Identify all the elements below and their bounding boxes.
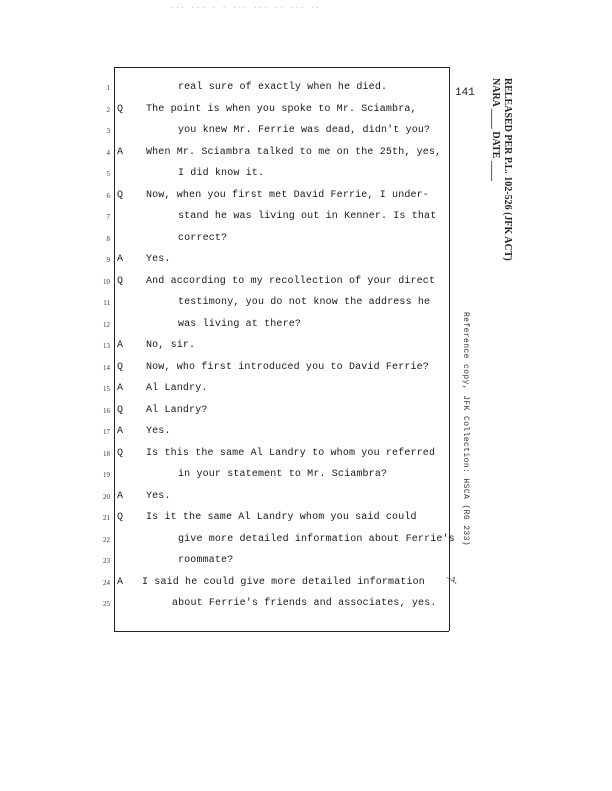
transcript-line-text: Yes. [146,490,171,502]
transcript-line-text: Now, who first introduced you to David Ferrie? [146,361,429,373]
speaker-label: A [117,340,124,351]
speaker-label: Q [117,512,124,523]
line-number: 1 [106,84,110,92]
nara-date-stamp: NARA ____ DATE ____ [490,78,501,181]
release-stamp: RELEASED PER P.L. 102-526 (JFK ACT) [502,78,513,261]
line-number: 18 [103,449,110,458]
line-number: 7 [106,213,110,221]
transcript-border-bottom [114,631,449,632]
page-number: 141 [455,87,475,99]
transcript-line-text: And according to my recollection of your direct [146,275,436,287]
speaker-label: Q [117,447,124,459]
line-number: 25 [103,600,110,608]
transcript-line-text: Yes. [146,426,171,437]
line-number: 14 [103,363,110,372]
line-number: 21 [103,514,110,522]
transcript-line-text: was living at there? [178,318,302,330]
transcript-line-text: about Ferrie's friends and associates, yes. [172,598,437,609]
transcript-line-text: Now, when you first met David Ferrie, I under- [146,189,429,201]
transcript-line-text: testimony, you do not know the address he [178,297,431,308]
transcript-line-text: I said he could give more detailed information [142,576,425,588]
speaker-label: A [117,576,124,588]
line-number: 5 [106,170,110,178]
transcript-line-text: The point is when you spoke to Mr. Sciambra, [146,103,417,115]
transcript-line-text: Is this the same Al Landry to whom you referred [146,447,436,459]
header-smudge: ... ... . . ... ... .. ... .. [170,3,321,11]
transcript-line-text: Yes. [146,254,171,265]
transcript-line-text: real sure of exactly when he died. [178,82,388,93]
line-number: 19 [103,471,110,479]
line-number: 2 [106,105,110,114]
transcript-line-text: Al Landry. [146,383,208,394]
handwritten-margin-mark: ~4, [445,572,459,586]
speaker-label: Q [117,404,124,416]
line-number: 9 [106,256,110,264]
line-number: 6 [106,191,110,200]
line-number: 16 [103,406,110,415]
line-number: 12 [103,320,110,329]
line-number: 22 [103,535,110,544]
transcript-line-text: Is it the same Al Landry whom you said could [146,512,417,523]
transcript-line-text: in your statement to Mr. Sciambra? [178,469,388,480]
transcript-line-text: correct? [178,232,228,244]
line-number: 4 [106,148,110,157]
speaker-label: Q [117,103,124,115]
speaker-label: Q [117,275,124,287]
speaker-label: A [117,254,124,265]
reference-copy-note: Reference copy, JFK Collection: HSCA (RG 233) [461,312,470,547]
transcript-border-right [449,67,450,631]
line-number: 17 [103,428,110,436]
line-number: 23 [103,557,110,565]
transcript-border-left [114,67,115,631]
speaker-label: A [117,383,124,394]
line-number: 3 [106,127,110,135]
line-number: 8 [106,234,110,243]
transcript-line-text: give more detailed information about Ferrie's [178,533,455,545]
transcript-line-text: stand he was living out in Kenner. Is that [178,211,437,222]
transcript-border-top [114,67,449,68]
transcript-line-text: you knew Mr. Ferrie was dead, didn't you? [178,125,431,136]
line-number: 11 [103,299,110,307]
line-number: 20 [103,492,110,501]
speaker-label: A [117,146,124,158]
transcript-line-text: roommate? [178,555,234,566]
line-number: 10 [103,277,110,286]
transcript-line-text: Al Landry? [146,404,208,416]
speaker-label: A [117,426,124,437]
transcript-line-text: When Mr. Sciambra talked to me on the 25th, yes, [146,146,442,158]
transcript-line-text: I did know it. [178,168,265,179]
transcript-line-text: No, sir. [146,340,196,351]
speaker-label: Q [117,189,124,201]
speaker-label: Q [117,361,124,373]
line-number: 13 [103,342,110,350]
line-number: 24 [103,578,110,587]
speaker-label: A [117,490,124,502]
line-number: 15 [103,385,110,393]
